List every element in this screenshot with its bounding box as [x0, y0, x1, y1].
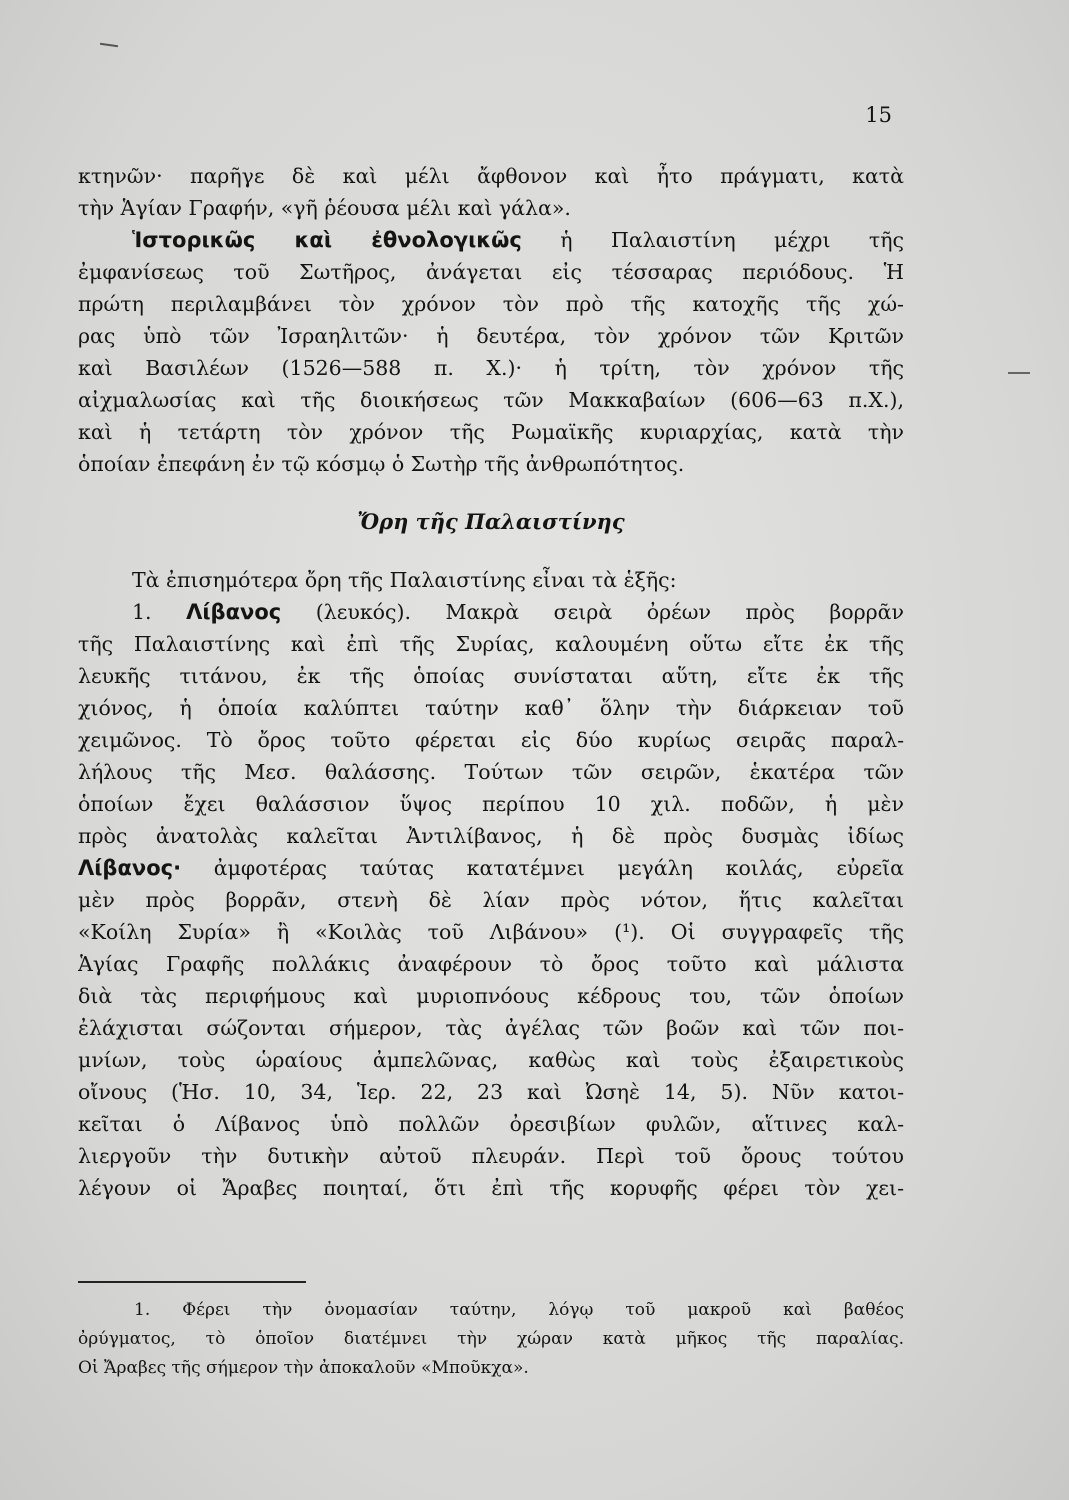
text-line: χιόνος, ἡ ὁποία καλύπτει ταύτην καθ᾽ ὅλην τὴν διάρκειαν τοῦ [78, 696, 904, 720]
text-line: ἐμφανίσεως τοῦ Σωτῆρος, ἀνάγεται εἰς τέσσαρας περιόδους. Ἡ [78, 260, 904, 284]
text-line: κτηνῶν· παρῆγε δὲ καὶ μέλι ἄφθονον καὶ ἦτο πράγματι, κατὰ [78, 164, 904, 188]
text-line: Ἁγίας Γραφῆς πολλάκις ἀναφέρουν τὸ ὄρος τοῦτο καὶ μάλιστα [78, 952, 904, 976]
main-text [78, 160, 904, 1204]
item-number: 1. [132, 600, 152, 624]
text-line: πρὸς ἀνατολὰς καλεῖται Ἀντιλίβανος, ἡ δὲ πρὸς δυσμὰς ἰδίως [78, 824, 904, 848]
text-line: ὁποίαν ἐπεφάνη ἐν τῷ κόσμῳ ὁ Σωτὴρ τῆς ἀνθρωπότητος. [78, 452, 685, 476]
page-number: 15 [865, 103, 892, 127]
text-line: λιεργοῦν τὴν δυτικὴν αὐτοῦ πλευράν. Περὶ τοῦ ὄρους τούτου [78, 1144, 904, 1168]
text-line: καὶ ἡ τετάρτη τὸν χρόνον τῆς Ρωμαϊκῆς κυριαρχίας, κατὰ τὴν [78, 420, 904, 444]
scan-mark [100, 43, 118, 47]
footnote-line: 1. Φέρει τὴν ὀνομασίαν ταύτην, λόγῳ τοῦ μακροῦ καὶ βαθέος [134, 1300, 904, 1320]
text-fragment: (λευκός). Μακρὰ σειρὰ ὀρέων πρὸς βορρᾶν [281, 600, 904, 624]
text-line [78, 852, 904, 884]
paragraph-lead: Ἱστορικῶς καὶ ἐθνολογικῶς [132, 228, 522, 252]
text-fragment: ἡ Παλαιστίνη μέχρι τῆς [521, 228, 904, 252]
text-line: τὴν Ἁγίαν Γραφήν, «γῆ ῥέουσα μέλι καὶ γάλα». [78, 196, 571, 220]
text-line: πρώτη περιλαμβάνει τὸν χρόνον τὸν πρὸ τῆς κατοχῆς τῆς χώ- [78, 292, 904, 316]
footnote-divider [78, 1281, 306, 1283]
text-line: «Κοίλη Συρία» ἢ «Κοιλὰς τοῦ Λιβάνου» (¹). Οἱ συγγραφεῖς τῆς [78, 920, 904, 944]
mountain-name: Λίβανος [186, 600, 282, 624]
footnote-line: Οἱ Ἄραβες τῆς σήμερον τὴν ἀποκαλοῦν «Μποῦκχα». [78, 1358, 529, 1378]
text-line: λήλους τῆς Μεσ. θαλάσσης. Τούτων τῶν σειρῶν, ἑκατέρα τῶν [78, 760, 904, 784]
text-line: τῆς Παλαιστίνης καὶ ἐπὶ τῆς Συρίας, καλουμένη οὕτω εἴτε ἐκ τῆς [78, 632, 904, 656]
text-line: λευκῆς τιτάνου, ἐκ τῆς ὁποίας συνίσταται αὕτη, εἴτε ἐκ τῆς [78, 664, 904, 688]
text-line: ρας ὑπὸ τῶν Ἰσραηλιτῶν· ἡ δευτέρα, τὸν χρόνον τῶν Κριτῶν [78, 324, 904, 348]
text-line: Τὰ ἐπισημότερα ὄρη τῆς Παλαιστίνης εἶναι τὰ ἑξῆς: [132, 568, 677, 592]
text-line: ὁποίων ἔχει θαλάσσιον ὕψος περίπου 10 χιλ. ποδῶν, ἡ μὲν [78, 792, 904, 816]
section-heading: Ὄρη τῆς Παλαιστίνης [357, 509, 625, 534]
text-fragment: ἀμφοτέρας ταύτας κατατέμνει μεγάλη κοιλάς, εὐρεῖα [181, 856, 904, 880]
mountain-name: Λίβανος· [78, 856, 182, 880]
text-line: μὲν πρὸς βορρᾶν, στενὴ δὲ λίαν πρὸς νότον, ἥτις καλεῖται [78, 888, 904, 912]
footnotes [78, 1296, 904, 1383]
text-line: μνίων, τοὺς ὡραίους ἀμπελῶνας, καθὼς καὶ τοὺς ἐξαιρετικοὺς [78, 1048, 904, 1072]
footnote-line: ὀρύγματος, τὸ ὁποῖον διατέμνει τὴν χώραν κατὰ μῆκος τῆς παραλίας. [78, 1329, 904, 1349]
text-line: λέγουν οἱ Ἄραβες ποιηταί, ὅτι ἐπὶ τῆς κορυφῆς φέρει τὸν χει- [78, 1176, 904, 1200]
scan-mark [1008, 372, 1030, 374]
text-line: καὶ Βασιλέων (1526—588 π. Χ.)· ἡ τρίτη, τὸν χρόνον τῆς [78, 356, 904, 380]
text-line: οἴνους (Ἡσ. 10, 34, Ἱερ. 22, 23 καὶ Ὠσηὲ 14, 5). Νῦν κατοι- [78, 1080, 904, 1104]
text-line: χειμῶνος. Τὸ ὄρος τοῦτο φέρεται εἰς δύο κυρίως σειρᾶς παραλ- [78, 728, 904, 752]
text-line: ἐλάχισται σώζονται σήμερον, τὰς ἀγέλας τῶν βοῶν καὶ τῶν ποι- [78, 1016, 904, 1040]
text-line: διὰ τὰς περιφήμους καὶ μυριοπνόους κέδρους του, τῶν ὁποίων [78, 984, 904, 1008]
text-line [78, 596, 904, 628]
text-line: αἰχμαλωσίας καὶ τῆς διοικήσεως τῶν Μακκαβαίων (606—63 π.Χ.), [78, 388, 904, 412]
text-line: κεῖται ὁ Λίβανος ὑπὸ πολλῶν ὀρεσιβίων φυλῶν, αἵτινες καλ- [78, 1112, 904, 1136]
text-line [78, 224, 904, 256]
